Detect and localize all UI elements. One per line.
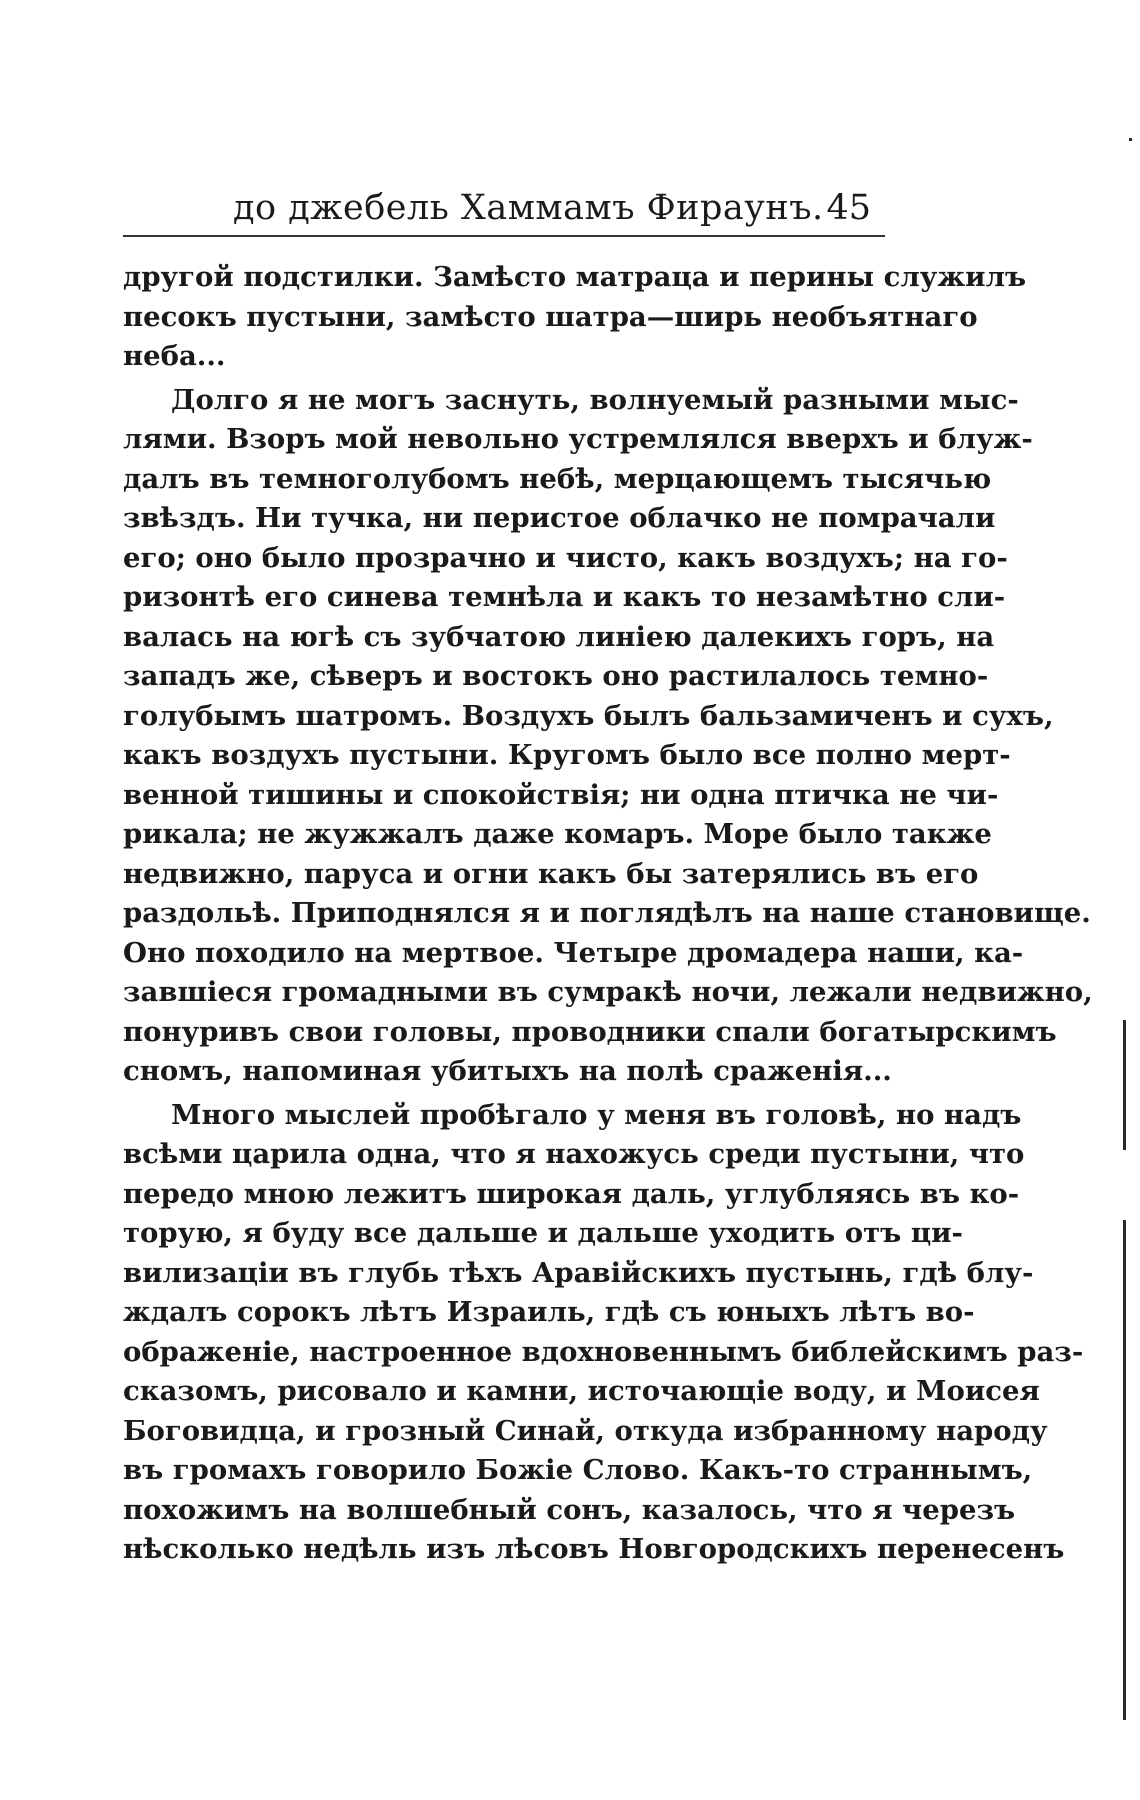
paragraph (123, 381, 1093, 1092)
text-line: западъ же, сѣверъ и востокъ оно растилалось темно- (123, 660, 989, 692)
text-line: голубымъ шатромъ. Воздухъ былъ бальзамиченъ и сухъ, (123, 699, 1054, 732)
text-line: торую, я буду все дальше и дальше уходить отъ ци- (123, 1217, 963, 1249)
text-line: лями. Взоръ мой невольно устремлялся вверхъ и блуж- (123, 423, 1033, 455)
margin-mark (1129, 138, 1132, 141)
text-line: венной тишины и спокойствія; ни одна птичка не чи- (123, 778, 999, 811)
text-line: какъ воздухъ пустыни. Кругомъ было все полно мерт- (123, 739, 1011, 771)
text-line: далъ въ темноголубомъ небѣ, мерцающемъ тысячью (123, 462, 992, 495)
text-line: всѣми царила одна, что я нахожусь среди пустыни, что (123, 1138, 1025, 1170)
text-line: сказомъ, рисовало и камни, источающіе воду, и Моисея (123, 1375, 1040, 1407)
text-line: ризонтѣ его синева темнѣла и какъ то незамѣтно сли- (123, 581, 1006, 613)
text-line: передо мною лежитъ широкая даль, углубляясь въ ко- (123, 1177, 1020, 1210)
text-line: его; оно было прозрачно и чисто, какъ воздухъ; на го- (123, 541, 1008, 574)
margin-mark (1123, 1220, 1126, 1720)
text-line: недвижно, паруса и огни какъ бы затерялись въ его (123, 857, 979, 890)
text-line: нѣсколько недѣль изъ лѣсовъ Новгородскихъ перенесенъ (123, 1533, 1065, 1565)
text-line: Много мыслей пробѣгало у меня въ головѣ, но надъ (171, 1098, 1022, 1131)
page-header (123, 183, 885, 237)
text-line: раздольѣ. Приподнялся я и поглядѣлъ на наше становище. (123, 897, 1091, 929)
text-line: завшіеся громадными въ сумракѣ ночи, лежали недвижно, (123, 976, 1093, 1008)
text-line: песокъ пустыни, замѣсто шатра—ширь необъятнаго (123, 300, 978, 333)
paragraph (123, 258, 1027, 377)
text-line: неба... (123, 340, 226, 372)
margin-mark (1123, 1020, 1126, 1150)
text-line: Боговидца, и грозный Синай, откуда избранному народу (123, 1414, 1048, 1447)
text-line: рикала; не жужжалъ даже комаръ. Море было также (123, 818, 992, 850)
text-line: похожимъ на волшебный сонъ, казалось, что я черезъ (123, 1493, 1016, 1526)
text-line: Оно походило на мертвое. Четыре дромадера наши, ка- (123, 936, 1024, 969)
body-text (123, 258, 1093, 1570)
text-line: валась на югѣ съ зубчатою линіею далекихъ горъ, на (123, 620, 995, 653)
running-title: до джебель Хаммамъ Фираунъ. (233, 188, 824, 228)
text-line: другой подстилки. Замѣсто матраца и перины служилъ (123, 261, 1027, 293)
page-number: 45 (826, 188, 871, 228)
text-line: понуривъ свои головы, проводники спали богатырскимъ (123, 1015, 1057, 1048)
text-line: звѣздъ. Ни тучка, ни перистое облачко не помрачали (123, 502, 996, 534)
paragraph (123, 1096, 1084, 1570)
text-line: сномъ, напоминая убитыхъ на полѣ сраженія... (123, 1055, 892, 1087)
text-line: ображеніе, настроенное вдохновеннымъ библейскимъ раз- (123, 1335, 1084, 1368)
text-line: въ громахъ говорило Божіе Слово. Какъ-то страннымъ, (123, 1454, 1033, 1486)
text-line: ждалъ сорокъ лѣтъ Израиль, гдѣ съ юныхъ лѣтъ во- (123, 1296, 975, 1328)
text-line: Долго я не могъ заснуть, волнуемый разными мыс- (171, 383, 1019, 416)
text-line: вилизаціи въ глубь тѣхъ Аравійскихъ пустынь, гдѣ блу- (123, 1256, 1034, 1289)
